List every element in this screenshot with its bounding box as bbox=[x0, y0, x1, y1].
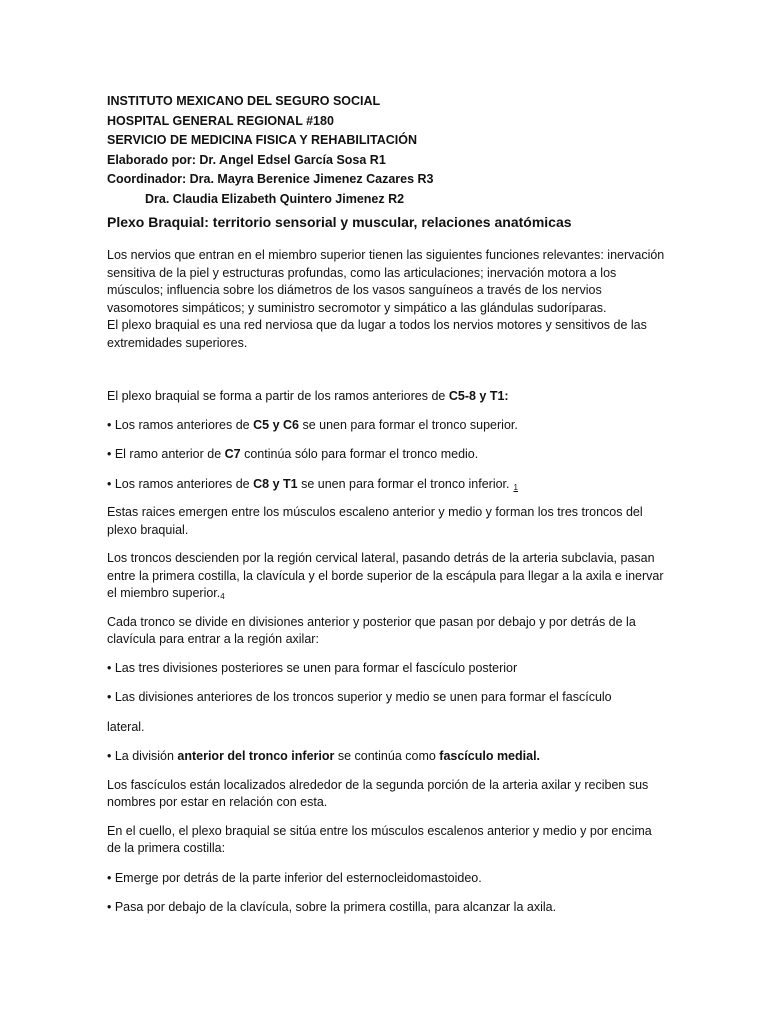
trunks-paragraph bbox=[107, 550, 667, 603]
formation-lead bbox=[107, 388, 667, 406]
bullet-text: se unen para formar el tronco inferior. bbox=[297, 476, 510, 491]
header-institution: INSTITUTO MEXICANO DEL SEGURO SOCIAL bbox=[107, 94, 381, 108]
intro-text-2: El plexo braquial es una red nerviosa que da lugar a todos los nervios motores y sensitivos de las extremidades superiores. bbox=[107, 318, 647, 350]
header-coordinator: Coordinador: Dra. Mayra Berenice Jimenez Cazares R3 bbox=[107, 172, 434, 186]
divisions-lead: Cada tronco se divide en divisiones anterior y posterior que pasan por debajo y por detrás de la clavícula para entrar a la región axilar: bbox=[107, 614, 636, 646]
divisions-bullet-2: • Las divisiones anteriores de los troncos superior y medio se unen para formar el fascículo bbox=[107, 690, 612, 704]
bullet-text: • Los ramos anteriores de bbox=[107, 476, 254, 491]
bullet-bold: anterior del tronco inferior bbox=[177, 749, 335, 763]
bullet-bold: fascículo medial. bbox=[439, 749, 541, 763]
bullet-text: tronco medio. bbox=[402, 447, 479, 461]
formation-bullet-3 bbox=[107, 476, 667, 494]
formation-bullet-1 bbox=[107, 417, 667, 435]
divisions-bullet-2-cont: lateral. bbox=[107, 719, 145, 734]
bullet-bold: C5 y C6 bbox=[253, 417, 299, 432]
bullet-text: se continúa como bbox=[334, 749, 440, 763]
neck-lead: En el cuello, el plexo braquial se sitúa entre los músculos escalenos anterior y medio y por encima de la primera costilla: bbox=[107, 823, 652, 855]
trunks-text: Los troncos descienden por la región cervical lateral, pasando detrás de la arteria subclavia, pasan entre la primera costilla, la clavícula y el borde superior de la escápula para llegar a la axila e inervar el miembro superior. bbox=[107, 551, 664, 600]
bullet-text: • La división bbox=[107, 749, 178, 763]
document-body bbox=[107, 247, 667, 917]
bullet-text: • Los ramos anteriores de bbox=[107, 417, 254, 432]
bullet-bold: C7 bbox=[224, 447, 241, 461]
footnote-ref[interactable]: 4 bbox=[220, 592, 225, 601]
fascicles-paragraph: Los fascículos están localizados alrededor de la segunda porción de la arteria axilar y reciben sus nombres por estar en relación con esta. bbox=[107, 777, 649, 809]
bullet-text: continúa sólo para formar el bbox=[240, 447, 403, 461]
bullet-bold: C8 y T1 bbox=[253, 476, 298, 491]
footnote-ref[interactable]: 1 bbox=[513, 482, 518, 492]
divisions-bullet-1: • Las tres divisiones posteriores se unen para formar el fascículo posterior bbox=[107, 660, 518, 675]
neck-bullet-1: • Emerge por detrás de la parte inferior del esternocleidomastoideo. bbox=[107, 870, 482, 885]
neck-bullet-2: • Pasa por debajo de la clavícula, sobre la primera costilla, para alcanzar la axila. bbox=[107, 900, 557, 914]
intro-text: Los nervios que entran en el miembro superior tienen las siguientes funciones relevantes: inervación sensitiva de la piel y estructuras profundas, como las articulaciones; inervación motora a los músculos; influencia sobre los diámetros de los vasos sanguíneos a través de los nervios vasomotores simpáticos; y suministro secromotor y simpático a las glándulas sudoríparas. bbox=[107, 248, 665, 315]
document-header bbox=[107, 93, 707, 210]
divisions-bullet-3 bbox=[107, 748, 667, 766]
header-coordinator-2: Dra. Claudia Elizabeth Quintero Jimenez R2 bbox=[145, 191, 405, 206]
intro-paragraph bbox=[107, 247, 667, 352]
roots-paragraph: Estas raices emergen entre los músculos escaleno anterior y medio y forman los tres troncos del plexo braquial. bbox=[107, 505, 643, 537]
formation-roots: C5-8 y T1: bbox=[448, 389, 509, 403]
bullet-text: se unen para formar el tronco superior. bbox=[298, 417, 518, 432]
bullet-text: • El ramo anterior de bbox=[107, 447, 225, 461]
formation-lead-text: El plexo braquial se forma a partir de los ramos anteriores de bbox=[107, 389, 449, 403]
document-title: Plexo Braquial: territorio sensorial y muscular, relaciones anatómicas bbox=[107, 214, 572, 230]
formation-bullet-2 bbox=[107, 446, 667, 464]
header-hospital: HOSPITAL GENERAL REGIONAL #180 bbox=[107, 113, 334, 128]
header-service: SERVICIO DE MEDICINA FISICA Y REHABILITACIÓN bbox=[107, 133, 417, 147]
header-author: Elaborado por: Dr. Angel Edsel García Sosa R1 bbox=[107, 152, 386, 167]
